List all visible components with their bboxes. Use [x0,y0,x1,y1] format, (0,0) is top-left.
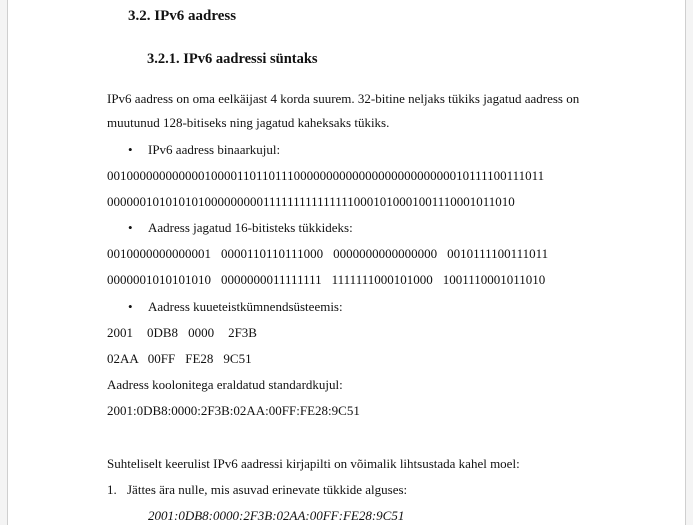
chunk-cell: 0000000000000000 [333,246,438,261]
standard-form-label: Aadress koolonitega eraldatud standardkujul: [107,377,343,392]
hex-cell: 2F3B [228,325,257,340]
list-item-text: Jättes ära nulle, mis asuvad erinevate tükkide alguses: [127,482,408,497]
standard-form-value: 2001:0DB8:0000:2F3B:02AA:00FF:FE28:9C51 [107,403,360,418]
hex-cell: 0DB8 [147,325,179,340]
hex-row-1 [107,325,257,341]
chunks-row-2 [107,272,545,288]
bullet-dot-icon: • [128,299,133,314]
bullet-hex-label: Aadress kuueteistkümnendsüsteemis: [148,299,343,314]
bullet-hex [128,299,343,315]
intro-line-1: IPv6 aadress on oma eelkäijast 4 korda suurem. 32-bitine neljaks tükiks jagatud aadress on [107,91,580,106]
bullet-dot-icon: • [128,142,133,157]
chunk-cell: 0010000000000001 [107,246,211,261]
bullet-dot-icon: • [128,220,133,235]
bullet-binary-label: IPv6 aadress binaarkujul: [148,142,281,157]
bullet-chunks-label: Aadress jagatud 16-bitisteks tükkideks: [148,220,353,235]
section-heading: 3.2. IPv6 aadress [128,8,237,24]
hex-cell: 02AA [107,351,139,366]
hex-cell: 9C51 [223,351,252,366]
page-left-margin [0,0,8,525]
subsection-heading: 3.2.1. IPv6 aadressi süntaks [147,51,318,67]
chunks-row-1 [107,246,548,262]
chunk-cell: 0010111100111011 [447,246,549,261]
chunk-cell: 0000110110111000 [221,246,324,261]
chunk-cell: 1111111000101000 [331,272,433,287]
chunk-cell: 0000000011111111 [221,272,322,287]
chunk-cell: 1001110001011010 [442,272,546,287]
bullet-chunks [128,220,353,236]
hex-row-2 [107,351,252,367]
binary-line-1: 00100000000000010000110110111000000000000000000000000010111100111011 [107,168,545,183]
simplify-intro: Suhteliselt keerulist IPv6 aadressi kirjapilti on võimalik lihtsustada kahel moel: [107,456,520,471]
hex-cell: FE28 [185,351,214,366]
bullet-binary [128,142,280,158]
hex-cell: 0000 [188,325,215,340]
binary-line-2: 0000001010101010000000001111111111111110001010001001110001011010 [107,194,515,209]
hex-cell: 2001 [107,325,133,340]
list-item-example: 2001:0DB8:0000:2F3B:02AA:00FF:FE28:9C51 [148,508,405,523]
hex-cell: 00FF [147,351,176,366]
list-item [107,482,407,498]
chunk-cell: 0000001010101010 [107,272,211,287]
intro-line-2: muutunud 128-bitiseks ning jagatud kaheksaks tükiks. [107,115,390,130]
list-item-number: 1. [107,482,117,497]
document-page [8,0,685,525]
page-right-margin [685,0,693,525]
